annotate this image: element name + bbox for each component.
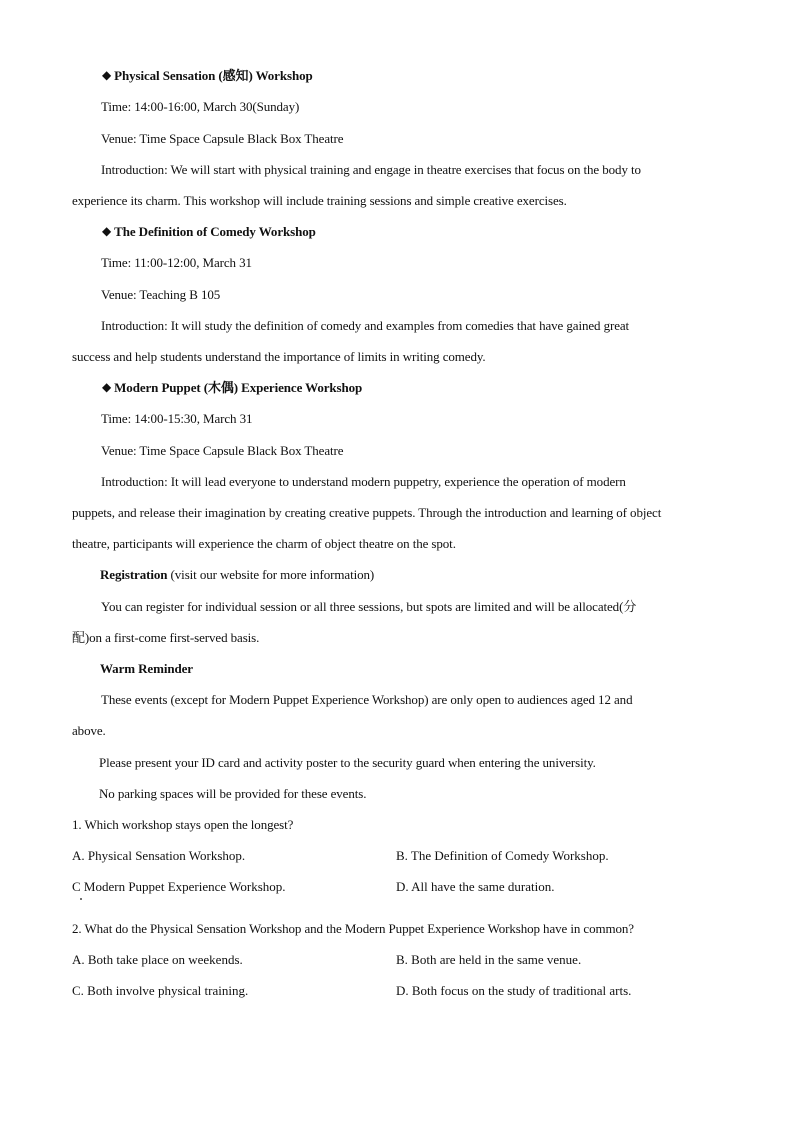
registration-line-2: 配)on a first-come first-served basis. xyxy=(72,630,260,645)
question-1-stem: 1. Which workshop stays open the longest? xyxy=(72,817,294,832)
workshop-2-heading xyxy=(102,224,316,240)
workshop-2-intro-line-1: Introduction: It will study the definition of comedy and examples from comedies that have gained great xyxy=(101,318,630,333)
registration-heading: Registration xyxy=(100,567,168,582)
workshop-3-intro-line-2: puppets, and release their imagination by creating creative puppets. Through the introduction and learning of object xyxy=(72,505,662,520)
workshop-1-intro-line-2: experience its charm. This workshop will include training sessions and simple creative exercises. xyxy=(72,193,567,208)
registration-line-1: You can register for individual session or all three sessions, but spots are limited and will be allocated(分 xyxy=(101,599,637,614)
workshop-1-intro-line-1: Introduction: We will start with physical training and engage in theatre exercises that focus on the body to xyxy=(101,162,641,177)
registration-note: (visit our website for more information) xyxy=(167,567,375,582)
question-2-option-b: B. Both are held in the same venue. xyxy=(396,952,582,967)
question-2-option-d: D. Both focus on the study of traditional arts. xyxy=(396,983,632,998)
question-1-option-b: B. The Definition of Comedy Workshop. xyxy=(396,848,609,863)
stray-dot-mark xyxy=(80,898,82,900)
workshop-3-intro-line-3: theatre, participants will experience the charm of object theatre on the spot. xyxy=(72,536,456,551)
workshop-2-venue: Venue: Teaching B 105 xyxy=(101,287,221,302)
workshop-3-venue: Venue: Time Space Capsule Black Box Theatre xyxy=(101,443,344,458)
workshop-1-title: Physical Sensation (感知) Workshop xyxy=(114,68,313,83)
workshop-3-time: Time: 14:00-15:30, March 31 xyxy=(101,411,253,426)
workshop-3-title: Modern Puppet (木偶) Experience Workshop xyxy=(114,380,363,395)
workshop-1-heading xyxy=(102,68,313,84)
workshop-2-title: The Definition of Comedy Workshop xyxy=(114,224,316,239)
workshop-1-time: Time: 14:00-16:00, March 30(Sunday) xyxy=(101,99,300,114)
registration-heading-line xyxy=(100,567,374,583)
workshop-3-heading xyxy=(102,380,362,396)
reminder-heading: Warm Reminder xyxy=(100,661,193,676)
question-2-stem: 2. What do the Physical Sensation Workshop and the Modern Puppet Experience Workshop have in common? xyxy=(72,921,634,936)
question-1-option-d: D. All have the same duration. xyxy=(396,879,555,894)
question-1-option-a: A. Physical Sensation Workshop. xyxy=(72,848,246,863)
reminder-line-2: above. xyxy=(72,723,106,738)
reminder-line-4: No parking spaces will be provided for these events. xyxy=(99,786,367,801)
workshop-2-intro-line-2: success and help students understand the importance of limits in writing comedy. xyxy=(72,349,486,364)
reminder-line-3: Please present your ID card and activity poster to the security guard when entering the university. xyxy=(99,755,596,770)
diamond-bullet-icon: ◆ xyxy=(102,68,112,82)
workshop-2-time: Time: 11:00-12:00, March 31 xyxy=(101,255,252,270)
workshop-1-venue: Venue: Time Space Capsule Black Box Theatre xyxy=(101,131,344,146)
question-1-option-c: C Modern Puppet Experience Workshop. xyxy=(72,879,286,894)
diamond-bullet-icon: ◆ xyxy=(102,224,112,238)
question-2-option-c: C. Both involve physical training. xyxy=(72,983,249,998)
diamond-bullet-icon: ◆ xyxy=(102,380,112,394)
question-2-option-a: A. Both take place on weekends. xyxy=(72,952,243,967)
workshop-3-intro-line-1: Introduction: It will lead everyone to understand modern puppetry, experience the operation of modern xyxy=(101,474,626,489)
reminder-line-1: These events (except for Modern Puppet Experience Workshop) are only open to audiences aged 12 and xyxy=(101,692,633,707)
